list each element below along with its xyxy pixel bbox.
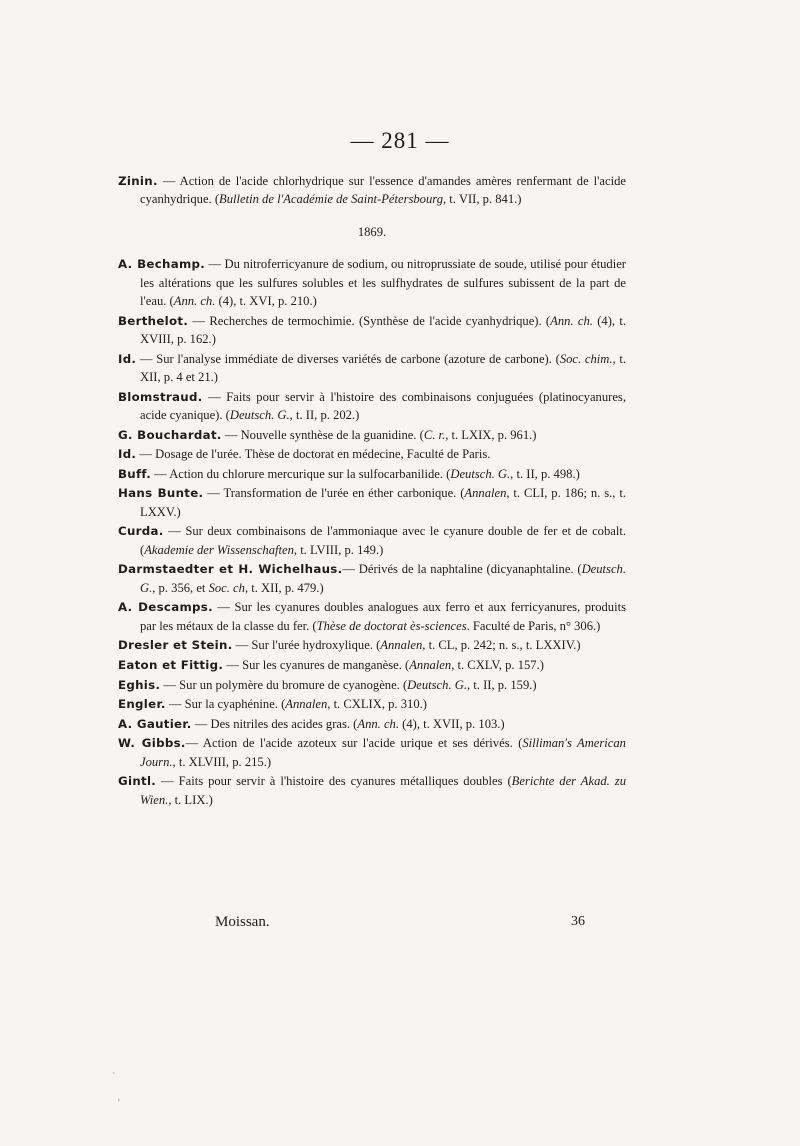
entry-text: — Faits pour servir à l'histoire des cyanures métalliques doubles ( [156,774,512,789]
entry-source-title: Soc. chim. [559,351,613,366]
entry-text: , t. LIX.) [168,792,213,807]
entry-source-title: Deutsch. G. [140,562,626,595]
entry-author: Buff. [118,466,151,481]
bibliography-entry [118,255,626,310]
entry-text: , t. CLI, p. 186; n. s., t. LXXV.) [140,486,626,519]
entry-source-title: Ann. ch. [357,716,399,731]
entry-text: , t. II, p. 159.) [466,677,537,692]
bibliography-entry [118,484,626,521]
entry-source-title: C. r. [423,427,446,442]
entry-author: Eaton et Fittig. [118,658,224,672]
entry-text: — Sur l'analyse immédiate de diverses variétés de carbone (azoture de carbone). ( [136,351,560,366]
entry-author: Darmstaedter et H. Wichelhaus. [118,562,343,577]
entry-source-title: Annalen [464,486,507,501]
entry-text: — Transformation de l'urée en éther carbonique. ( [203,486,465,501]
entry-author: Zinin. [118,174,158,188]
entry-source-title: Deutsch. G. [450,466,511,481]
bibliography-entry [118,598,626,635]
entry-text: , t. VII, p. 841.) [443,192,522,207]
entry-source-title: Thèse de doctorat ès-sciences [316,618,467,633]
entry-text: — Sur les cyanures de manganèse. ( [223,658,410,672]
entry-text: , t. CXLIX, p. 310.) [327,697,427,712]
entry-author: Engler. [118,697,166,712]
entry-text: , t. XII, p. 479.) [244,580,324,595]
bibliography-entry [118,772,626,809]
bibliography-entry [118,465,626,483]
entry-text: — Sur les cyanures doubles analogues aux ferro et aux ferricyanures, produits par les métaux de la classe du fer. ( [140,600,626,633]
bibliography [118,172,626,810]
entry-author: Id. [118,351,137,366]
entry-source-title: Ann. ch. [173,294,216,309]
entry-source-title: Ann. ch. [550,313,593,328]
entry-text: — Faits pour servir à l'histoire des combinaisons conjuguées (platinocyanures, acide cyanique). ( [140,389,626,423]
entry-source-title: Bulletin de l'Académie de Saint-Pétersbourg [219,192,443,207]
entry-source-title: Soc. ch [208,580,245,595]
entry-text: — Action du chlorure mercurique sur la sulfocarbanilide. ( [151,466,451,481]
entry-author: A. Gautier. [118,716,192,731]
bibliography-entry [118,656,626,674]
entry-source-title: Deutsch. G. [407,677,467,692]
bibliography-entry [118,676,626,694]
entry-source-title: Deutsch. G. [229,408,290,423]
entry-text: — Du nitroferricyanure de sodium, ou nitroprussiate de soude, utilisé pour étudier les altérations que les sulfures solubles et les sulfhydrates de sulfures subissent de la part de l'eau. ( [140,257,626,309]
page-number: — 281 — [350,128,450,153]
bibliography-entry [118,172,626,209]
bibliography-entry [118,312,626,349]
entry-text: , t. LXIX, p. 961.) [445,427,537,442]
entries-1869 [118,255,626,809]
entry-text: , t. CXLV, p. 157.) [451,658,544,672]
entry-text: — Dosage de l'urée. Thèse de doctorat en médecine, Faculté de Paris. [136,447,491,462]
entry-text: — Nouvelle synthèse de la guanidine. ( [221,427,424,442]
entry-author: Eghis. [118,677,161,692]
bibliography-entry [118,522,626,559]
entry-text: , t. II, p. 202.) [289,408,360,423]
entry-text: (4), t. XVIII, p. 162.) [140,313,626,347]
year-heading: 1869. [357,224,387,239]
entry-text: (4), t. XVI, p. 210.) [215,294,317,309]
entry-text: — Sur l'urée hydroxylique. ( [232,638,381,653]
entry-author: Gintl. [118,774,157,789]
entry-text: , t. XII, p. 4 et 21.) [140,351,626,385]
sheet-number: 36 [571,914,585,929]
entry-source-title: Akademie der Wissenschaften [144,542,294,557]
entry-text: — Des nitriles des acides gras. ( [191,716,358,731]
entry-author: Id. [118,447,137,462]
entry-text: — Sur un polymère du bromure de cyanogène. ( [160,677,408,692]
entry-author: A. Bechamp. [118,257,206,272]
entry-text: (4), t. XVII, p. 103.) [399,716,505,731]
margin-mark: ` [112,1072,116,1083]
entry-text: — Dérivés de la naphtaline (dicyanaphtaline. ( [342,562,582,577]
bibliography-entry [118,560,626,597]
entry-text: , t. LVIII, p. 149.) [293,542,384,557]
entry-author: Blomstraud. [118,389,203,404]
entry-text: , p. 356, et [152,580,209,595]
entry-text: , t. CL, p. 242; n. s., t. LXXIV.) [422,638,581,653]
entry-text: , t. II, p. 498.) [510,466,580,481]
entries-1868 [118,172,626,209]
bibliography-entry [118,695,626,713]
bibliography-entry [118,636,626,654]
entry-author: Berthelot. [118,313,189,328]
entry-author: W. Gibbs. [118,736,186,751]
entry-source-title: Berichte der Akad. zu Wien. [140,774,626,807]
entry-author: Curda. [118,524,164,539]
footer-author: Moissan. [215,914,270,930]
entry-text: — Action de l'acide azoteux sur l'acide urique et ses dérivés. ( [185,736,523,751]
entry-author: G. Bouchardat. [118,427,222,442]
bibliography-entry [118,426,626,444]
bibliography-entry [118,388,626,425]
entry-text: . Faculté de Paris, n° 306.) [466,618,601,633]
entry-source-title: Silliman's American Journ. [140,736,626,769]
entry-text: — Action de l'acide chlorhydrique sur l'essence d'amandes amères renfermant de l'acide cyanhydrique. ( [140,174,626,207]
entry-author: Hans Bunte. [118,486,204,501]
bibliography-entry [118,350,626,387]
entry-text: — Recherches de termochimie. (Synthèse de l'acide cyanhydrique). ( [188,313,551,328]
entry-source-title: Annalen [409,658,452,672]
bibliography-entry [118,715,626,733]
entry-text: — Sur la cyaphénine. ( [165,697,286,712]
entry-text: , t. XLVIII, p. 215.) [172,754,272,769]
entry-source-title: Annalen [380,638,423,653]
bibliography-entry [118,445,626,463]
bibliography-entry [118,734,626,771]
entry-author: A. Descamps. [118,600,213,615]
entry-author: Dresler et Stein. [118,638,233,653]
entry-text: — Sur deux combinaisons de l'ammoniaque avec le cyanure double de fer et de cobalt. ( [140,524,626,557]
margin-mark: ' [118,1098,120,1109]
entry-source-title: Annalen [285,697,328,712]
